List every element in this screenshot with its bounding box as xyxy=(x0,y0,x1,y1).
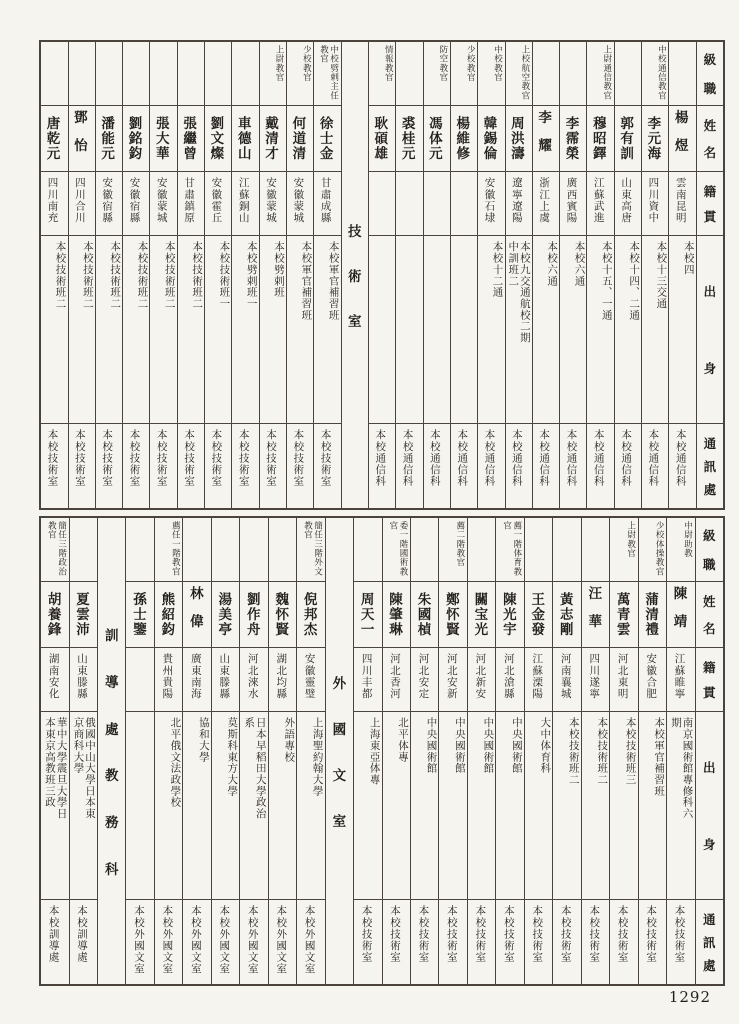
origin-cell: 本校十四、二通 xyxy=(615,236,641,424)
person-column xyxy=(439,518,467,984)
name-cell: 湯美亭 xyxy=(212,582,239,648)
address-cell: 本校外國文室 xyxy=(303,905,316,975)
native-place-cell: 安徽蒙城 xyxy=(260,172,286,236)
upper-personnel-table xyxy=(39,40,725,510)
name-cell: 王金發 xyxy=(525,582,552,648)
section-divider-column xyxy=(326,518,354,984)
name-cell: 汪華 xyxy=(582,582,609,648)
native-place-cell: 河北安新 xyxy=(439,648,466,712)
section-divider-column xyxy=(342,42,369,508)
native-place-cell: 雲南昆明 xyxy=(669,172,695,236)
address-cell: 本校技術室 xyxy=(73,429,86,487)
rank-cell: 上校航空教官 xyxy=(506,42,532,106)
person-column xyxy=(383,518,411,984)
origin-cell: 中央國術館 xyxy=(496,712,523,900)
rank-cell xyxy=(354,518,381,582)
person-column xyxy=(369,42,396,508)
rank-cell: 上尉教官 xyxy=(610,518,637,582)
rank-cell xyxy=(269,518,296,582)
origin-cell xyxy=(369,236,395,424)
rank-cell: 中校劈剌主任教官 xyxy=(314,42,340,106)
rank-cell xyxy=(70,518,97,582)
address-cell: 本校技術室 xyxy=(531,905,544,963)
address-cell: 本校技術室 xyxy=(360,905,373,963)
person-column xyxy=(587,42,614,508)
origin-cell: 外語專校 xyxy=(269,712,296,900)
address-cell: 本校技術室 xyxy=(559,905,572,963)
origin-cell: 本校劈剌班 xyxy=(260,236,286,424)
person-column xyxy=(669,42,696,508)
name-cell: 鄭怀賢 xyxy=(439,582,466,648)
row-header-name: 姓 名 xyxy=(696,582,723,648)
native-place-cell: 浙江上虞 xyxy=(533,172,559,236)
origin-cell: 本校九交通航校二期中訓班二 xyxy=(506,236,532,424)
origin-cell: 本校技術班二 xyxy=(96,236,122,424)
person-column xyxy=(150,42,177,508)
native-place-cell xyxy=(396,172,422,236)
rank-cell: 少校教官 xyxy=(287,42,313,106)
rank-cell xyxy=(183,518,210,582)
row-header-column xyxy=(696,518,723,984)
native-place-cell: 江蘇銅山 xyxy=(232,172,258,236)
origin-cell: 華中大學震旦大學日本東京高教班三政 xyxy=(41,712,68,900)
name-cell: 周洪濤 xyxy=(506,106,532,172)
origin-cell: 本校技術班二 xyxy=(178,236,204,424)
person-column xyxy=(496,518,524,984)
address-cell: 本校技術室 xyxy=(292,429,305,487)
person-column xyxy=(183,518,211,984)
name-cell: 熊紹鈞 xyxy=(155,582,182,648)
name-cell: 萬青雲 xyxy=(610,582,637,648)
person-column xyxy=(297,518,325,984)
native-place-cell: 貴州貴陽 xyxy=(155,648,182,712)
address-cell: 本校技術室 xyxy=(237,429,250,487)
origin-cell: 本校技術班二 xyxy=(553,712,580,900)
person-column xyxy=(639,518,667,984)
native-place-cell: 四川合川 xyxy=(69,172,95,236)
native-place-cell: 河北淶水 xyxy=(240,648,267,712)
rank-cell xyxy=(178,42,204,106)
native-place-cell: 安徽合肥 xyxy=(639,648,666,712)
name-cell: 李耀 xyxy=(533,106,559,172)
address-cell: 本校技術室 xyxy=(616,905,629,963)
address-cell: 本校技術室 xyxy=(128,429,141,487)
origin-cell: 中央國術館 xyxy=(468,712,495,900)
native-place-cell: 山東滕縣 xyxy=(212,648,239,712)
name-cell: 楊煜 xyxy=(669,106,695,172)
origin-cell: 莫斯科東方大學 xyxy=(212,712,239,900)
native-place-cell: 湖南安化 xyxy=(41,648,68,712)
native-place-cell: 安徽石埭 xyxy=(478,172,504,236)
name-cell: 楊維修 xyxy=(451,106,477,172)
native-place-cell: 四川遂寧 xyxy=(582,648,609,712)
address-cell: 本校技術室 xyxy=(46,429,59,487)
section-title-text: 技 術 室 xyxy=(348,224,362,330)
address-cell: 本校通信科 xyxy=(374,429,387,487)
person-column xyxy=(260,42,287,508)
section-divider-column xyxy=(98,518,126,984)
native-place-cell: 河北東明 xyxy=(610,648,637,712)
rank-cell: 上尉通信教官 xyxy=(587,42,613,106)
origin-cell: 本校六通 xyxy=(533,236,559,424)
address-cell: 本校訓導處 xyxy=(76,905,89,963)
rank-cell xyxy=(96,42,122,106)
rank-cell xyxy=(411,518,438,582)
native-place-cell xyxy=(126,648,153,712)
section-title xyxy=(98,518,125,984)
origin-cell: 中央國術館 xyxy=(439,712,466,900)
rank-cell: 委一階國術教官 xyxy=(383,518,410,582)
origin-cell: 本校軍官補習班 xyxy=(314,236,340,424)
name-cell: 周天一 xyxy=(354,582,381,648)
name-cell: 戴清才 xyxy=(260,106,286,172)
person-column xyxy=(287,42,314,508)
person-column xyxy=(70,518,98,984)
person-column xyxy=(155,518,183,984)
row-header-origin: 出 身 xyxy=(697,236,723,424)
address-cell: 本校通信科 xyxy=(401,429,414,487)
origin-cell: 協和大學 xyxy=(183,712,210,900)
name-cell: 魏怀賢 xyxy=(269,582,296,648)
address-cell: 本校技術室 xyxy=(445,905,458,963)
origin-cell: 本校四 xyxy=(669,236,695,424)
section-title xyxy=(326,518,353,984)
person-column xyxy=(232,42,259,508)
native-place-cell: 廣西賓陽 xyxy=(560,172,586,236)
row-header-rank: 級 職 xyxy=(697,42,723,106)
origin-cell: 本校技術班三 xyxy=(610,712,637,900)
origin-cell: 本校技術班二 xyxy=(123,236,149,424)
native-place-cell: 江蘇溧陽 xyxy=(525,648,552,712)
address-cell: 本校通信科 xyxy=(647,429,660,487)
origin-cell: 本校十二通 xyxy=(478,236,504,424)
row-header-native: 籍 貫 xyxy=(697,172,723,236)
rank-cell xyxy=(468,518,495,582)
rank-cell: 少校教官 xyxy=(451,42,477,106)
native-place-cell: 四川南充 xyxy=(41,172,67,236)
origin-cell: 本校技術班二 xyxy=(41,236,67,424)
origin-cell: 本校技術班二 xyxy=(150,236,176,424)
name-cell: 朱國楨 xyxy=(411,582,438,648)
rank-cell: 中尉助教 xyxy=(667,518,694,582)
rank-cell: 少校体操教官 xyxy=(639,518,666,582)
person-column xyxy=(240,518,268,984)
address-cell: 本校外國文室 xyxy=(161,905,174,975)
person-column xyxy=(69,42,96,508)
origin-cell: 南京國術館專修科六期 xyxy=(667,712,694,900)
rank-cell: 情報教官 xyxy=(369,42,395,106)
rank-cell xyxy=(232,42,258,106)
person-column xyxy=(582,518,610,984)
native-place-cell: 甘肅鎮原 xyxy=(178,172,204,236)
person-column xyxy=(212,518,240,984)
native-place-cell: 遼寧遼陽 xyxy=(506,172,532,236)
page-number: 1292 xyxy=(668,988,711,1006)
address-cell: 本校技術室 xyxy=(319,429,332,487)
origin-cell xyxy=(451,236,477,424)
name-cell: 耿碩雄 xyxy=(369,106,395,172)
name-cell: 張繼曾 xyxy=(178,106,204,172)
origin-cell: 本校十三交通 xyxy=(642,236,668,424)
person-column xyxy=(396,42,423,508)
origin-cell: 日本早稻田大學政治系 xyxy=(240,712,267,900)
rank-cell: 薦任一階教官 xyxy=(155,518,182,582)
origin-cell: 中央國術館 xyxy=(411,712,438,900)
name-cell: 車德山 xyxy=(232,106,258,172)
native-place-cell: 山東高唐 xyxy=(615,172,641,236)
name-cell: 韓錫倫 xyxy=(478,106,504,172)
person-column xyxy=(123,42,150,508)
rank-cell xyxy=(533,42,559,106)
origin-cell xyxy=(396,236,422,424)
name-cell: 裘桂元 xyxy=(396,106,422,172)
address-cell: 本校技術室 xyxy=(183,429,196,487)
name-cell: 劉銘鈞 xyxy=(123,106,149,172)
address-cell: 本校技術室 xyxy=(588,905,601,963)
person-column xyxy=(451,42,478,508)
address-cell: 本校技術室 xyxy=(265,429,277,487)
name-cell: 李元海 xyxy=(642,106,668,172)
person-column xyxy=(424,42,451,508)
address-cell: 本校技術室 xyxy=(155,429,168,487)
rank-cell xyxy=(560,42,586,106)
native-place-cell: 甘肅成縣 xyxy=(314,172,340,236)
person-column xyxy=(533,42,560,508)
person-column xyxy=(560,42,587,508)
rank-cell: 中校教官 xyxy=(478,42,504,106)
native-place-cell: 山東滕縣 xyxy=(70,648,97,712)
address-cell: 本校技術室 xyxy=(210,429,223,487)
rank-cell xyxy=(553,518,580,582)
person-column xyxy=(642,42,669,508)
rank-cell: 簡任三階政治教官 xyxy=(41,518,68,582)
address-cell: 本校技術室 xyxy=(673,905,686,963)
name-cell: 唐乾元 xyxy=(41,106,67,172)
person-column xyxy=(126,518,154,984)
name-cell: 陳靖 xyxy=(667,582,694,648)
address-cell: 本校通信科 xyxy=(428,429,441,487)
section-title xyxy=(342,42,368,508)
name-cell: 倪邦杰 xyxy=(297,582,324,648)
rank-cell xyxy=(212,518,239,582)
row-header-rank: 級 職 xyxy=(696,518,723,582)
origin-cell: 上海東亞体專 xyxy=(354,712,381,900)
person-column xyxy=(615,42,642,508)
name-cell: 陳肇琳 xyxy=(383,582,410,648)
address-cell: 本校外國文室 xyxy=(132,905,145,975)
address-cell: 本校外國文室 xyxy=(218,905,231,975)
native-place-cell: 四川丰都 xyxy=(354,648,381,712)
address-cell: 本校技術室 xyxy=(389,905,402,963)
rank-cell xyxy=(150,42,176,106)
person-column xyxy=(41,518,69,984)
rank-cell: 防空教官 xyxy=(424,42,450,106)
name-cell: 鄧怡 xyxy=(69,106,95,172)
native-place-cell: 江蘇武進 xyxy=(587,172,613,236)
native-place-cell: 安徽蒙城 xyxy=(150,172,176,236)
address-cell: 本校訓導處 xyxy=(47,905,60,963)
name-cell: 李霈榮 xyxy=(560,106,586,172)
origin-cell: 上海聖約翰大學 xyxy=(297,712,324,900)
section-title-text: 外 國 文 室 xyxy=(332,676,347,830)
name-cell: 林偉 xyxy=(183,582,210,648)
native-place-cell: 河北香河 xyxy=(383,648,410,712)
native-place-cell: 安徽宿縣 xyxy=(123,172,149,236)
native-place-cell: 湖北均縣 xyxy=(269,648,296,712)
native-place-cell xyxy=(369,172,395,236)
address-cell: 本校通信科 xyxy=(565,429,578,487)
rank-cell xyxy=(69,42,95,106)
person-column xyxy=(354,518,382,984)
address-cell: 本校技術室 xyxy=(474,905,487,963)
native-place-cell: 安徽霍丘 xyxy=(205,172,231,236)
origin-cell: 本校技術班二 xyxy=(582,712,609,900)
row-header-address: 通 訊 處 xyxy=(703,436,717,497)
name-cell: 劉文燦 xyxy=(205,106,231,172)
rank-cell xyxy=(205,42,231,106)
native-place-cell xyxy=(451,172,477,236)
rank-cell xyxy=(582,518,609,582)
rank-cell xyxy=(123,42,149,106)
name-cell: 馮体元 xyxy=(424,106,450,172)
native-place-cell: 安徽宿縣 xyxy=(96,172,122,236)
name-cell: 郭有訓 xyxy=(615,106,641,172)
row-header-column xyxy=(697,42,723,508)
name-cell: 潘能元 xyxy=(96,106,122,172)
name-cell: 張大華 xyxy=(150,106,176,172)
origin-cell: 本校十五、一通 xyxy=(587,236,613,424)
person-column xyxy=(553,518,581,984)
origin-cell: 大中体育科 xyxy=(525,712,552,900)
name-cell: 胡養鋒 xyxy=(41,582,68,648)
name-cell: 何道清 xyxy=(287,106,313,172)
name-cell: 關宝光 xyxy=(468,582,495,648)
person-column xyxy=(96,42,123,508)
person-column xyxy=(205,42,232,508)
origin-cell: 本校劈剌班一 xyxy=(232,236,258,424)
native-place-cell: 河北滄縣 xyxy=(496,648,523,712)
name-cell: 穆昭鐸 xyxy=(587,106,613,172)
section-title-text: 訓 導 處 教 務 科 xyxy=(105,628,119,878)
address-cell: 本校通信科 xyxy=(538,429,551,487)
person-column xyxy=(610,518,638,984)
address-cell: 本校通信科 xyxy=(592,429,605,487)
address-cell: 本校技術室 xyxy=(645,905,658,963)
person-column xyxy=(667,518,695,984)
person-column xyxy=(178,42,205,508)
name-cell: 劉作舟 xyxy=(240,582,267,648)
rank-cell xyxy=(41,42,67,106)
address-cell: 本校技術室 xyxy=(101,429,114,487)
address-cell: 本校技術室 xyxy=(502,905,515,963)
rank-cell: 簡任三階外文教官 xyxy=(297,518,324,582)
address-cell: 本校通信科 xyxy=(483,429,496,487)
origin-cell: 北平俄文法政學校 xyxy=(155,712,182,900)
rank-cell: 薦一階体育教官 xyxy=(496,518,523,582)
rank-cell xyxy=(669,42,695,106)
origin-cell xyxy=(424,236,450,424)
native-place-cell: 河北安定 xyxy=(411,648,438,712)
person-column xyxy=(506,42,533,508)
address-cell: 本校通信科 xyxy=(456,429,469,487)
native-place-cell: 河北新安 xyxy=(468,648,495,712)
row-header-native: 籍 貫 xyxy=(696,648,723,712)
address-cell: 本校外國文室 xyxy=(189,905,202,975)
name-cell: 夏雲沛 xyxy=(70,582,97,648)
name-cell: 陳光宇 xyxy=(496,582,523,648)
native-place-cell: 江蘇睢寧 xyxy=(667,648,694,712)
row-header-address: 通 訊 處 xyxy=(703,912,716,973)
native-place-cell: 安徽靈璧 xyxy=(297,648,324,712)
row-header-origin: 出 身 xyxy=(696,712,723,900)
person-column xyxy=(41,42,68,508)
rank-cell: 中校通信教官 xyxy=(642,42,668,106)
person-column xyxy=(269,518,297,984)
origin-cell: 本校技術班一 xyxy=(205,236,231,424)
native-place-cell: 河南襄城 xyxy=(553,648,580,712)
rank-cell: 上尉教官 xyxy=(260,42,286,106)
origin-cell: 本校軍官補習班 xyxy=(287,236,313,424)
lower-personnel-table xyxy=(39,516,725,986)
origin-cell xyxy=(126,712,153,900)
person-column xyxy=(468,518,496,984)
address-cell: 本校通信科 xyxy=(620,429,633,487)
rank-cell xyxy=(396,42,422,106)
address-cell: 本校外國文室 xyxy=(246,905,259,975)
name-cell: 蒲清禮 xyxy=(639,582,666,648)
rank-cell xyxy=(525,518,552,582)
person-column xyxy=(525,518,553,984)
native-place-cell xyxy=(424,172,450,236)
rank-cell xyxy=(615,42,641,106)
rank-cell xyxy=(126,518,153,582)
rank-cell xyxy=(240,518,267,582)
row-header-name: 姓 名 xyxy=(697,106,723,172)
person-column xyxy=(314,42,341,508)
origin-cell: 本校軍官補習班 xyxy=(639,712,666,900)
address-cell: 本校通信科 xyxy=(510,429,523,487)
native-place-cell: 四川資中 xyxy=(642,172,668,236)
native-place-cell: 廣東南海 xyxy=(183,648,210,712)
person-column xyxy=(478,42,505,508)
name-cell: 黃志剛 xyxy=(553,582,580,648)
origin-cell: 本校六通 xyxy=(560,236,586,424)
address-cell: 本校技術室 xyxy=(417,905,430,963)
name-cell: 徐士金 xyxy=(314,106,340,172)
origin-cell: 本校技術班二 xyxy=(69,236,95,424)
native-place-cell: 安徽蒙城 xyxy=(287,172,313,236)
origin-cell: 北平体專 xyxy=(383,712,410,900)
name-cell: 孫士鑒 xyxy=(126,582,153,648)
person-column xyxy=(411,518,439,984)
origin-cell: 俄國中山大學日本東京商科大學 xyxy=(70,712,97,900)
rank-cell: 薦二階教官 xyxy=(439,518,466,582)
address-cell: 本校通信科 xyxy=(674,429,687,487)
address-cell: 本校外國文室 xyxy=(275,905,288,975)
